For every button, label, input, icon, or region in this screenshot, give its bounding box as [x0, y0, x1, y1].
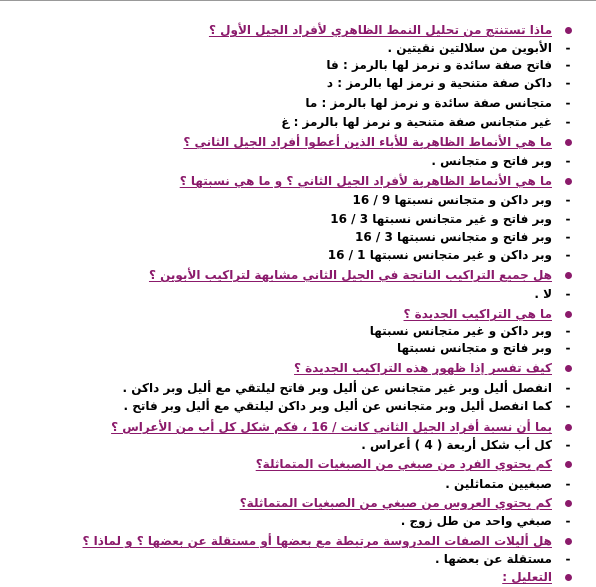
- dash-icon: -: [565, 248, 571, 262]
- question-line: [0, 360, 596, 376]
- answer-line: [0, 75, 596, 91]
- answer-text: الأبوين من سلالتين نقيتين .: [387, 41, 552, 55]
- answer-text: متجانس صفة سائدة و نرمز لها بالرمز : ما: [305, 96, 552, 110]
- question-line: [0, 419, 596, 435]
- answer-text: كما انفصل أليل وبر متجانس عن أليل وبر داكن ليلتقي مع أليل وبر فاتح .: [123, 399, 552, 413]
- question-text: التعليل :: [502, 570, 552, 584]
- dash-icon: -: [565, 477, 571, 491]
- answer-line: [0, 192, 596, 208]
- answer-line: [0, 211, 596, 227]
- answer-line: [0, 476, 596, 492]
- answer-line: [0, 437, 596, 453]
- dash-icon: -: [565, 287, 571, 301]
- question-text: ما هي الأنماط الظاهرية لأفراد الجيل الثاني ؟ و ما هي نسبتها ؟: [179, 174, 552, 188]
- dash-icon: -: [565, 193, 571, 207]
- question-text: ماذا تستنتج من تحليل النمط الظاهري لأفراد الجيل الأول ؟: [208, 23, 552, 37]
- answer-line: [0, 513, 596, 529]
- question-text: كيف تفسر إذا ظهور هذه التراكيب الجديدة ؟: [294, 361, 552, 375]
- question-line: [0, 22, 596, 38]
- dash-icon: -: [565, 324, 571, 338]
- dash-icon: -: [565, 212, 571, 226]
- bullet-icon: [560, 22, 576, 38]
- question-line: [0, 267, 596, 283]
- answer-text: لا .: [534, 287, 552, 301]
- answer-line: [0, 114, 596, 130]
- answer-text: صبغي واحد من طل زوج .: [400, 514, 552, 528]
- dash-icon: -: [565, 41, 571, 55]
- answer-text: وبر فاتح و متجانس نسبتها: [396, 341, 552, 355]
- answer-text: فاتح صفة سائدة و نرمز لها بالرمز : فا: [326, 58, 552, 72]
- answer-text: داكن صفة متنحية و نرمز لها بالرمز : د: [326, 76, 552, 90]
- dash-icon: -: [565, 154, 571, 168]
- answer-line: [0, 153, 596, 169]
- answer-text: غير متجانس صفة متنحية و نرمز لها بالرمز : غ: [281, 115, 552, 129]
- dash-icon: -: [565, 76, 571, 90]
- answer-text: وبر فاتح و غير متجانس نسبتها 3 / 16: [330, 212, 552, 226]
- bullet-icon: [560, 419, 576, 435]
- answer-text: انفصل أليل وبر غير متجانس عن أليل وبر فاتح ليلتقي مع أليل وبر داكن .: [122, 381, 552, 395]
- dash-icon: -: [565, 115, 571, 129]
- bullet-icon: [560, 360, 576, 376]
- bullet-icon: [560, 134, 576, 150]
- question-text: هل جميع التراكيب الناتجة في الجيل الثاني مشابهة لتراكيب الأبوين ؟: [148, 268, 552, 282]
- bullet-icon: [560, 569, 576, 585]
- dash-icon: -: [565, 341, 571, 355]
- answer-text: وبر فاتح و متجانس نسبتها 3 / 16: [355, 230, 552, 244]
- bullet-icon: [560, 306, 576, 322]
- bullet-icon: [560, 173, 576, 189]
- question-line: [0, 134, 596, 150]
- answer-text: مستقلة عن بعضها .: [435, 552, 552, 566]
- bullet-icon: [560, 495, 576, 511]
- answer-line: [0, 247, 596, 263]
- question-line: [0, 569, 596, 585]
- answer-line: [0, 40, 596, 56]
- answer-line: [0, 380, 596, 396]
- bullet-icon: [560, 456, 576, 472]
- dash-icon: -: [565, 230, 571, 244]
- question-text: كم يحتوي الفرد من صبغي من الصبغيات المتماثلة؟: [255, 457, 552, 471]
- bullet-icon: [560, 533, 576, 549]
- answer-text: وبر داكن و غير متجانس نسبتها 1 / 16: [327, 248, 552, 262]
- question-line: [0, 306, 596, 322]
- question-text: ما هي التراكيب الجديدة ؟: [403, 307, 552, 321]
- answer-line: [0, 340, 596, 356]
- answer-line: [0, 551, 596, 567]
- dash-icon: -: [565, 399, 571, 413]
- answer-line: [0, 57, 596, 73]
- question-text: بما أن نسبة أفراد الجيل الثاني كانت / 16 ، فكم شكل كل أب من الأعراس ؟: [111, 420, 552, 434]
- answer-line: [0, 95, 596, 111]
- question-line: [0, 533, 596, 549]
- answer-text: وبر داكن و غير متجانس نسبتها: [369, 324, 552, 338]
- answer-line: [0, 229, 596, 245]
- answer-text: صبغيين متماثلين .: [445, 477, 552, 491]
- question-text: هل أليلات الصفات المدروسة مرتبطة مع بعضها أو مستقلة عن بعضها ؟ و لماذا ؟: [82, 534, 552, 548]
- dash-icon: -: [565, 381, 571, 395]
- top-border: [0, 0, 596, 1]
- question-line: [0, 173, 596, 189]
- question-text: كم يحتوي العروس من صبغي من الصبغيات المتماثلة؟: [239, 496, 552, 510]
- dash-icon: -: [565, 96, 571, 110]
- bullet-icon: [560, 267, 576, 283]
- dash-icon: -: [565, 514, 571, 528]
- answer-text: وبر داكن و متجانس نسبتها 9 / 16: [352, 193, 552, 207]
- question-line: [0, 495, 596, 511]
- question-text: ما هي الأنماط الظاهرية للأباء الذين أعطوا أفراد الجيل الثاني ؟: [183, 135, 552, 149]
- question-line: [0, 456, 596, 472]
- dash-icon: -: [565, 552, 571, 566]
- answer-line: [0, 398, 596, 414]
- answer-line: [0, 323, 596, 339]
- answer-text: وبر فاتح و متجانس .: [431, 154, 552, 168]
- answer-line: [0, 286, 596, 302]
- answer-text: كل أب شكل أربعة ( 4 ) أعراس .: [361, 438, 552, 452]
- dash-icon: -: [565, 58, 571, 72]
- dash-icon: -: [565, 438, 571, 452]
